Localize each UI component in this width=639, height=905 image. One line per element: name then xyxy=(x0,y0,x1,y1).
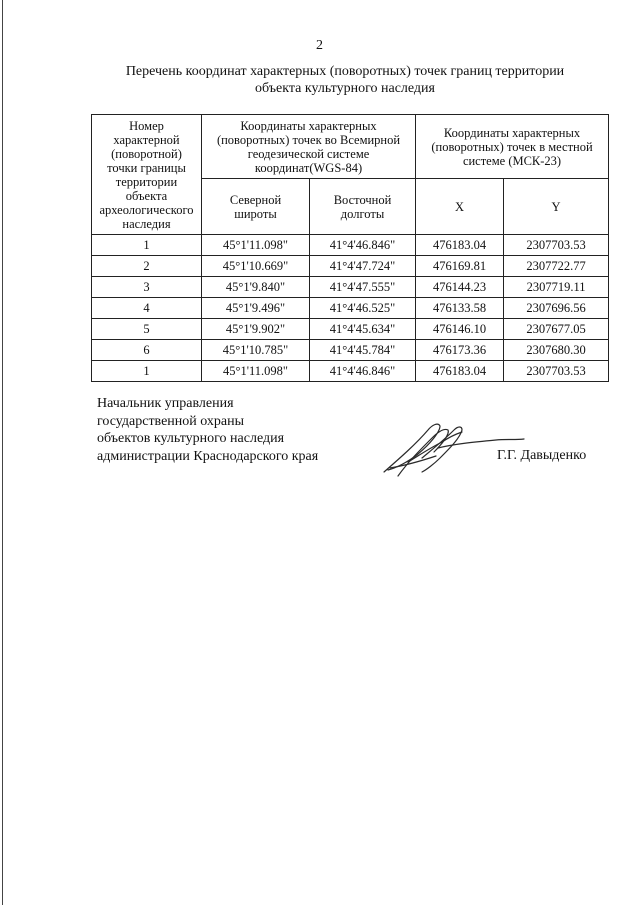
cell-point-number: 3 xyxy=(92,277,202,298)
table-row xyxy=(92,235,609,256)
title-line-1: Перечень координат характерных (поворотных) точек границ территории xyxy=(125,64,565,79)
cell-point-number: 4 xyxy=(92,298,202,319)
cell-latitude: 45°1'9.840" xyxy=(202,277,310,298)
cell-y: 2307680.30 xyxy=(504,340,609,361)
header-y: Y xyxy=(504,179,609,235)
cell-longitude: 41°4'47.724" xyxy=(310,256,416,277)
header-wgs84: Координаты характерных (поворотных) точек во Всемирной геодезической системе координат(WGS-84) xyxy=(202,115,416,179)
cell-y: 2307703.53 xyxy=(504,361,609,382)
cell-latitude: 45°1'9.496" xyxy=(202,298,310,319)
header-x: X xyxy=(416,179,504,235)
signer-name: Г.Г. Давыденко xyxy=(497,448,587,463)
cell-y: 2307719.11 xyxy=(504,277,609,298)
cell-x: 476183.04 xyxy=(416,235,504,256)
header-longitude: Восточной долготы xyxy=(310,179,416,235)
table-row xyxy=(92,298,609,319)
page-edge-line xyxy=(2,0,3,905)
cell-latitude: 45°1'11.098" xyxy=(202,235,310,256)
table-row xyxy=(92,277,609,298)
cell-point-number: 1 xyxy=(92,361,202,382)
signatory-position xyxy=(97,395,318,465)
coordinates-table xyxy=(91,114,609,382)
cell-longitude: 41°4'46.525" xyxy=(310,298,416,319)
position-line: Начальник управления xyxy=(97,396,234,411)
cell-point-number: 5 xyxy=(92,319,202,340)
cell-point-number: 1 xyxy=(92,235,202,256)
header-latitude: Северной широты xyxy=(202,179,310,235)
cell-x: 476183.04 xyxy=(416,361,504,382)
table-row xyxy=(92,340,609,361)
table-row xyxy=(92,256,609,277)
cell-longitude: 41°4'46.846" xyxy=(310,361,416,382)
cell-x: 476144.23 xyxy=(416,277,504,298)
cell-y: 2307677.05 xyxy=(504,319,609,340)
cell-y: 2307722.77 xyxy=(504,256,609,277)
cell-longitude: 41°4'45.634" xyxy=(310,319,416,340)
header-msk23: Координаты характерных (поворотных) точек в местной системе (МСК-23) xyxy=(416,115,609,179)
cell-point-number: 2 xyxy=(92,256,202,277)
cell-latitude: 45°1'10.785" xyxy=(202,340,310,361)
cell-y: 2307703.53 xyxy=(504,235,609,256)
cell-latitude: 45°1'10.669" xyxy=(202,256,310,277)
cell-x: 476133.58 xyxy=(416,298,504,319)
cell-x: 476146.10 xyxy=(416,319,504,340)
table-row xyxy=(92,361,609,382)
page-number: 2 xyxy=(316,38,323,53)
header-point-number: Номер характерной (поворотной) точки границы территории объекта археологического наследия xyxy=(92,115,202,235)
cell-longitude: 41°4'47.555" xyxy=(310,277,416,298)
cell-y: 2307696.56 xyxy=(504,298,609,319)
cell-point-number: 6 xyxy=(92,340,202,361)
position-line: государственной охраны xyxy=(97,413,245,429)
position-line: объектов культурного наследия xyxy=(97,431,285,446)
document-title xyxy=(60,63,630,97)
table-row xyxy=(92,319,609,340)
cell-latitude: 45°1'11.098" xyxy=(202,361,310,382)
cell-longitude: 41°4'46.846" xyxy=(310,235,416,256)
cell-longitude: 41°4'45.784" xyxy=(310,340,416,361)
position-line: администрации Краснодарского края xyxy=(97,448,319,464)
title-line-2: объекта культурного наследия xyxy=(255,81,435,96)
cell-x: 476173.36 xyxy=(416,340,504,361)
cell-latitude: 45°1'9.902" xyxy=(202,319,310,340)
cell-x: 476169.81 xyxy=(416,256,504,277)
